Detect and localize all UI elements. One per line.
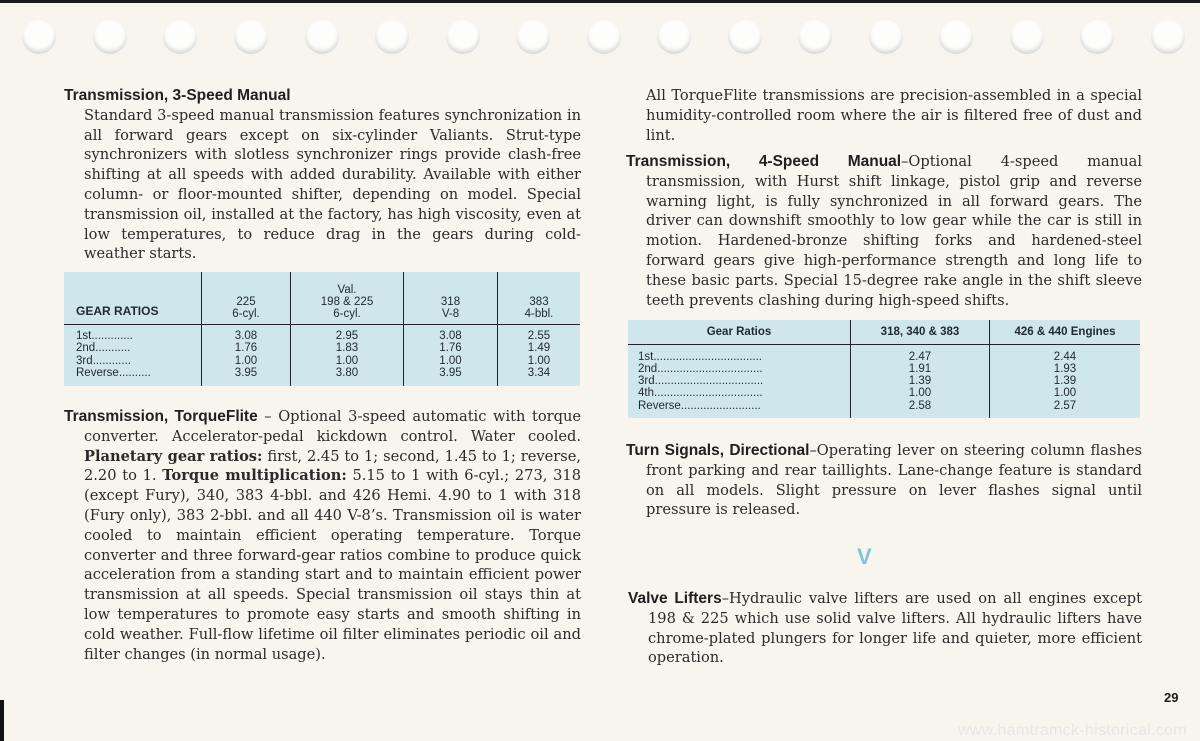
col-header-line: V-8 [441, 307, 460, 320]
table-col-header [498, 272, 581, 324]
section-torqueflite-cont [626, 86, 1142, 145]
row-label: 3rd............ [76, 354, 131, 367]
col-header-line: 225 [236, 295, 256, 308]
binder-hole [305, 20, 339, 54]
table-value-col: 2.95 1.83 1.00 3.80 [291, 324, 404, 386]
col-header-line: 4-bbl. [524, 307, 554, 320]
binder-hole [939, 20, 973, 54]
chapter-letter: V [857, 544, 872, 569]
row-label: 1st.................................. [638, 350, 762, 363]
table-header-label: GEAR RATIOS [64, 272, 202, 324]
watermark-url: www.hamtramck-historical.com [958, 722, 1187, 739]
table-value-col: 3.08 1.76 1.00 3.95 [202, 324, 291, 386]
body-trans-4speed: Transmission, 4-Speed Manual–Optional 4-speed manual transmission, with Hurst shift linkage, pistol grip and reverse warning light, is fully synchronized in all forward gears. The driver can downshift smoothly to low gear while the car is still in motion. Hardened-bronze shifting forks and hardened-steel forward gears give high-performance strength and long life to these basic parts. Special 15-degree rake angle in the shift sleeve teeth prevents clashing during high-speed shifts. [626, 153, 1142, 309]
table-col-header [202, 272, 291, 324]
body-torqueflite-cont: All TorqueFlite transmissions are precision-assembled in a special humidity-controlled room where the air is filtered free of dust and lint. [646, 87, 1142, 144]
table-value-col: 2.44 1.93 1.39 1.00 2.57 [1053, 350, 1077, 412]
table-value-col: 2.47 1.91 1.39 1.00 2.58 [851, 344, 990, 418]
table-value-col: 2.55 1.49 1.00 3.34 [527, 329, 551, 379]
section-trans-4speed [626, 152, 1142, 310]
table-col-header: 318, 340 & 383 [851, 320, 990, 344]
section-trans-3speed [64, 86, 581, 264]
row-label: Reverse.......... [76, 367, 151, 379]
heading-turn-signals: Turn Signals, Directional [626, 442, 810, 459]
binder-hole [93, 20, 127, 54]
binder-hole [516, 20, 550, 54]
binder-holes [0, 20, 1200, 60]
body-trans-3speed: Standard 3-speed manual transmission features synchronization in all forward gears except on six-cylinder Valiants. Strut-type synchronizers with slotless synchronizer rings provide clash-free shifting at all speeds with added durability. Available with either column- or floor-mounted shifter, depending on model. Special transmission oil, installed at the factory, has high viscosity, even at low temperatures, to reduce drag in the gears during cold-weather starts. [84, 106, 581, 263]
col-header-line: Val. [337, 283, 357, 296]
table-col-header [291, 272, 404, 324]
table-header-row [64, 272, 580, 324]
binder-hole [234, 20, 268, 54]
row-label: 4th.................................. [638, 387, 763, 400]
body-torqueflite: Transmission, TorqueFlite – Optional 3-speed automatic with torque converter. Accelerator-pedal kickdown control. Water cooled. Planetary gear ratios: first, 2.45 to 1; second, 1.45 to 1; reverse, 2.20 to 1. Torque multiplication: 5.15 to 1 with 6-cyl.; 273, 318 (except Fury), 340, 383 4-bbl. and 426 Hemi. 4.90 to 1 with 318 (Fury only), 383 2-bbl. and all 440 V-8’s. Transmission oil is water cooled to maintain efficient operating temperature. Torque converter and three forward-gear ratios combine to produce quick acceleration from a standing start and to maintain efficient power transmission at all speeds. Special transmission oil stays thin at low temperatures to promote easy starts and smooth shifting in cold weather. Full-flow lifetime oil filter eliminates periodic oil and filter changes (in normal usage). [64, 408, 581, 663]
torque-label: Torque multiplication: [162, 467, 347, 485]
table-header-label: Gear Ratios [628, 320, 851, 344]
row-label: 2nd........... [76, 342, 131, 354]
body-turn-signals: Turn Signals, Directional–Operating lever on steering column flashes front parking and rear taillights. Lane-change feature is standard on all models. Slight pressure on lever flashes signal until pressure is released. [626, 442, 1142, 519]
col-header-line: 6-cyl. [232, 307, 260, 320]
planetary-label: Planetary gear ratios: [84, 447, 263, 465]
table-header-row [628, 320, 1140, 344]
col-header-line: 198 & 225 [320, 295, 374, 308]
row-label: 2nd................................. [638, 362, 763, 375]
gear-ratio-table-4speed [628, 320, 1140, 418]
col-header-line: 318 [440, 295, 461, 308]
row-label: 1st............. [76, 329, 133, 342]
col-header-line: 6-cyl. [333, 307, 361, 320]
binder-hole [587, 20, 621, 54]
page-number: 29 [1164, 690, 1179, 705]
binder-hole [22, 20, 56, 54]
binder-hole [375, 20, 409, 54]
body-valve-lifters: Valve Lifters–Hydraulic valve lifters are used on all engines except 198 & 225 which use solid valve lifters. All hydraulic lifters have chrome-plated plungers for longer life and quieter, more efficient operation. [628, 590, 1143, 667]
table-value-col: 3.08 1.76 1.00 3.95 [404, 324, 498, 386]
top-edge [0, 0, 1200, 3]
table-col-header: 426 & 440 Engines [1014, 325, 1116, 338]
section-torqueflite [64, 407, 581, 664]
binder-hole [657, 20, 691, 54]
binder-hole [1080, 20, 1114, 54]
binder-hole [163, 20, 197, 54]
row-label: Reverse......................... [638, 399, 761, 412]
heading-torqueflite: Transmission, TorqueFlite [64, 408, 258, 425]
binder-hole [798, 20, 832, 54]
binder-hole [1010, 20, 1044, 54]
row-labels [628, 344, 851, 418]
table-row [628, 344, 1140, 418]
binder-hole [728, 20, 762, 54]
section-turn-signals [626, 441, 1142, 520]
heading-trans-4speed: Transmission, 4-Speed Manual [626, 153, 902, 170]
section-valve-lifters [628, 589, 1142, 668]
binder-hole [446, 20, 480, 54]
binder-hole [869, 20, 903, 54]
page-edge [0, 700, 4, 741]
table-col-header [404, 272, 498, 324]
heading-valve-lifters: Valve Lifters [628, 590, 722, 607]
row-labels [64, 324, 202, 386]
row-label: 3rd.................................. [638, 375, 764, 388]
binder-hole [1151, 20, 1185, 54]
col-header-line: 383 [529, 295, 549, 308]
heading-trans-3speed: Transmission, 3-Speed Manual [64, 87, 291, 104]
gear-ratio-table-3speed [64, 272, 580, 386]
table-row [64, 324, 580, 386]
